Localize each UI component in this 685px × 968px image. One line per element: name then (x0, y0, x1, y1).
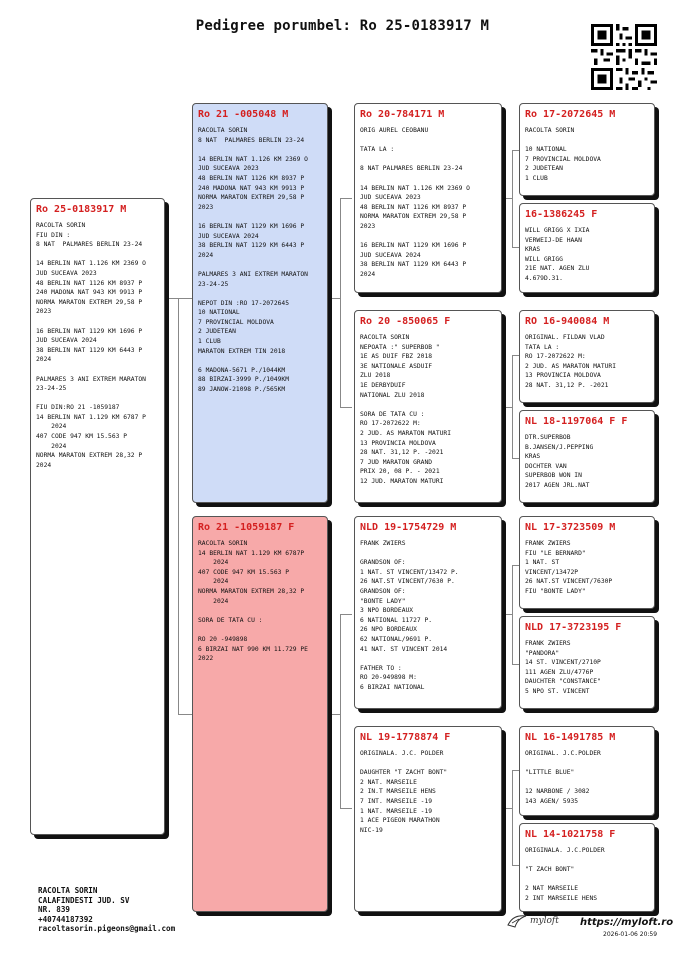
card-notes: DTR.SUPERBOB B.JANSEN/J.PEPPING KRAS DOCHTER VAN SUPERBOB WON IN 2017 AGEN JRL.NAT (525, 434, 594, 489)
pedigree-card-dam (192, 516, 328, 912)
pedigree-card-sire-dam-sire (519, 310, 655, 403)
card-notes: RACOLTA SORIN 10 NATIONAL 7 PROVINCIAL MOLDOVA 2 JUDETEAN 1 CLUB (525, 127, 601, 182)
card-notes: FRANK ZWIERS "PANDORA" 14 ST. VINCENT/2710P 111 AGEN ZLU/4776P DAUCHTER "CONSTANCE" 5 NPO ST. VINCENT (525, 640, 601, 695)
connector-line (512, 770, 519, 771)
card-notes: FRANK ZWIERS FIU "LE BERNARD" 1 NAT. ST VINCENT/13472P 26 NAT.ST VINCENT/7630P FIU "BONTE LADY" (525, 540, 613, 595)
connector-line (512, 150, 513, 248)
ring-number: Ro 21 -005048 M (198, 109, 289, 120)
pigeon-logo-icon (506, 913, 528, 929)
pedigree-card-sire-dam-dam (519, 410, 655, 503)
connector-line (178, 714, 192, 715)
connector-line (340, 614, 352, 615)
ring-number: Ro 25-0183917 M (36, 204, 127, 215)
connector-line (340, 407, 352, 408)
pedigree-card-dam-sire-sire (519, 516, 655, 609)
connector-line (502, 614, 512, 615)
ring-number: NLD 19-1754729 M (360, 522, 457, 533)
pedigree-card-dam-dam (354, 726, 502, 912)
site-url[interactable]: https://myloft.ro (580, 917, 674, 928)
ring-number: NL 17-3723509 M (525, 522, 616, 533)
pedigree-card-subject (30, 198, 165, 835)
pedigree-card-sire-dam (354, 310, 502, 503)
pedigree-card-dam-sire-dam (519, 616, 655, 709)
ring-number: RO 16-940084 M (525, 316, 610, 327)
card-notes: RACOLTA SORIN 14 BERLIN NAT 1.129 KM 6787P 2024 407 CODE 947 KM 15.563 P 2024 NORMA MARATON EXTREM 28,32 P 2024 SORA DE TATA CU : RO 20 -949898 6 BIRZAI NAT 990 KM 11.729 PE 2022 (198, 540, 308, 663)
print-date: 2026-01-06 20:59 (603, 931, 658, 938)
connector-line (328, 714, 340, 715)
connector-line (512, 565, 513, 665)
connector-line (328, 298, 340, 299)
connector-line (502, 407, 512, 408)
ring-number: NLD 17-3723195 F (525, 622, 622, 633)
card-notes: RACOLTA SORIN NEPOATA :" SUPERBOB " 1E AS DUIF FBZ 2018 3E NATIONALE ASDUIF ZLU 2018 1E DERBYDUIF NATIONAL ZLU 2018 SORA DE TATA CU : RO 17-2072622 M: 2 JUD. AS MARATON MATURI 13 PROVINCIA MOLDOVA 28 NAT. 31,12 P. -2021 7 JUD MARATON GRAND PRIX 20, 08 P. - 2021 12 JUD. MARATON MATURI (360, 334, 451, 485)
card-notes: ORIGINALA. J.C.POLDER "T ZACH BONT" 2 NAT MARSEILE 2 INT MARSEILE HENS (525, 847, 605, 902)
connector-line (178, 298, 179, 715)
connector-line (512, 865, 519, 866)
ring-number: NL 16-1491785 M (525, 732, 616, 743)
pedigree-card-sire-sire (354, 103, 502, 293)
connector-line (512, 150, 519, 151)
ring-number: NL 19-1778874 F (360, 732, 451, 743)
ring-number: 16-1386245 F (525, 209, 598, 220)
connector-line (512, 770, 513, 866)
ring-number: NL 14-1021758 F (525, 829, 616, 840)
myloft-logo: myloft (530, 916, 559, 926)
pedigree-card-dam-dam-dam (519, 823, 655, 912)
card-notes: WILL GRIGG X IXIA VERWEIJ-DE HAAN KRAS WILL GRIGG 21E NAT. AGEN ZLU 4.679D.31. (525, 227, 590, 282)
card-notes: ORIG AUREL CEOBANU TATA LA : 8 NAT PALMARES BERLIN 23-24 14 BERLIN NAT 1.126 KM 2369 O JUD SUCEAVA 2023 48 BERLIN NAT 1126 KM 8937 P NORMA MARATON EXTREM 29,58 P 2023 16 BERLIN NAT 1129 KM 1696 P JUD SUCEAVA 2024 38 BERLIN NAT 1129 KM 6443 P 2024 (360, 127, 470, 278)
connector-line (512, 458, 519, 459)
card-notes: RACOLTA SORIN 8 NAT PALMARES BERLIN 23-24 14 BERLIN NAT 1.126 KM 2369 O JUD SUCEAVA 2023 48 BERLIN NAT 1126 KM 8937 P 240 MADONA NAT 943 KM 9913 P NORMA MARATON EXTREM 29,58 P 2023 16 BERLIN NAT 1129 KM 1696 P JUD SUCEAVA 2024 38 BERLIN NAT 1129 KM 6443 P 2024 PALMARES 3 ANI EXTREM MARATON 23-24-25 NEPOT DIN :RO 17-2072645 10 NATIONAL 7 PROVINCIAL MOLDOVA 2 JUDETEAN 1 CLUB MARATON EXTREM TIN 2018 6 MADONA-5671 P./1044KM 88 BIRZAI-3999 P./1049KM 89 JANOW-21098 P./565KM (198, 127, 308, 394)
card-notes: RACOLTA SORIN FIU DIN : 8 NAT PALMARES BERLIN 23-24 14 BERLIN NAT 1.126 KM 2369 O JUD SUCEAVA 2023 48 BERLIN NAT 1126 KM 8937 P 240 MADONA NAT 943 KM 9913 P NORMA MARATON EXTREM 29,58 P 2023 16 BERLIN NAT 1129 KM 1696 P JUD SUCEAVA 2024 38 BERLIN NAT 1129 KM 6443 P 2024 PALMARES 3 ANI EXTREM MARATON 23-24-25 FIU DIN:RO 21 -1059187 14 BERLIN NAT 1.129 KM 6787 P 2024 407 CODE 947 KM 15.563 P 2024 NORMA MARATON EXTREM 28,32 P 2024 (36, 222, 146, 469)
connector-line (512, 355, 513, 459)
connector-line (512, 565, 519, 566)
page-title: Pedigree porumbel: Ro 25-0183917 M (195, 18, 490, 34)
pedigree-card-dam-sire (354, 516, 502, 709)
connector-line (340, 198, 341, 408)
card-notes: ORIGINALA. J.C. POLDER DAUGHTER "T ZACHT BONT" 2 NAT. MARSEILE 2 IN.T MARSEILE HENS 7 INT. MARSEILE -19 1 NAT. MARSEILE -19 1 ACE PIGEON MARATHON NIC-19 (360, 750, 448, 834)
ring-number: Ro 21 -1059187 F (198, 522, 295, 533)
pedigree-card-dam-dam-sire (519, 726, 655, 816)
connector-line (165, 298, 179, 299)
connector-line (340, 614, 341, 809)
connector-line (512, 664, 519, 665)
pedigree-card-sire (192, 103, 328, 503)
connector-line (512, 247, 519, 248)
owner-contact: RACOLTA SORIN CALAFINDESTI JUD. SV NR. 839 +40744187392 racoltasorin.pigeons@gmail.com (38, 886, 176, 934)
connector-line (512, 355, 519, 356)
connector-line (340, 198, 352, 199)
ring-number: Ro 20 -850065 F (360, 316, 451, 327)
pedigree-card-sire-sire-dam (519, 203, 655, 293)
connector-line (502, 808, 512, 809)
ring-number: Ro 17-2072645 M (525, 109, 616, 120)
card-notes: ORIGINAL. FILDAN VLAD TATA LA : RO 17-2072622 M: 2 JUD. AS MARATON MATURI 13 PROVINCIA MOLDOVA 28 NAT. 31,12 P. -2021 (525, 334, 616, 389)
connector-line (178, 298, 192, 299)
connector-line (502, 198, 512, 199)
ring-number: Ro 20-784171 M (360, 109, 445, 120)
connector-line (340, 808, 352, 809)
card-notes: ORIGINAL. J.C.POLDER "LITTLE BLUE" 12 NARBONE / 3082 143 AGEN/ 5935 (525, 750, 601, 805)
card-notes: FRANK ZWIERS GRANDSON OF: 1 NAT. ST VINCENT/13472 P. 26 NAT.ST VINCENT/7630 P. GRANDSON OF: "BONTE LADY" 3 NPO BORDEAUX 6 NATIONAL 11727 P. 26 NPO BORDEAUX 62 NATIONAL/9691 P. 41 NAT. ST VINCENT 2014 FATHER TO : RO 20-949898 M: 6 BIRZAI NATIONAL (360, 540, 459, 691)
qr-code (591, 24, 657, 90)
ring-number: NL 18-1197064 F F (525, 416, 628, 427)
pedigree-card-sire-sire-sire (519, 103, 655, 196)
